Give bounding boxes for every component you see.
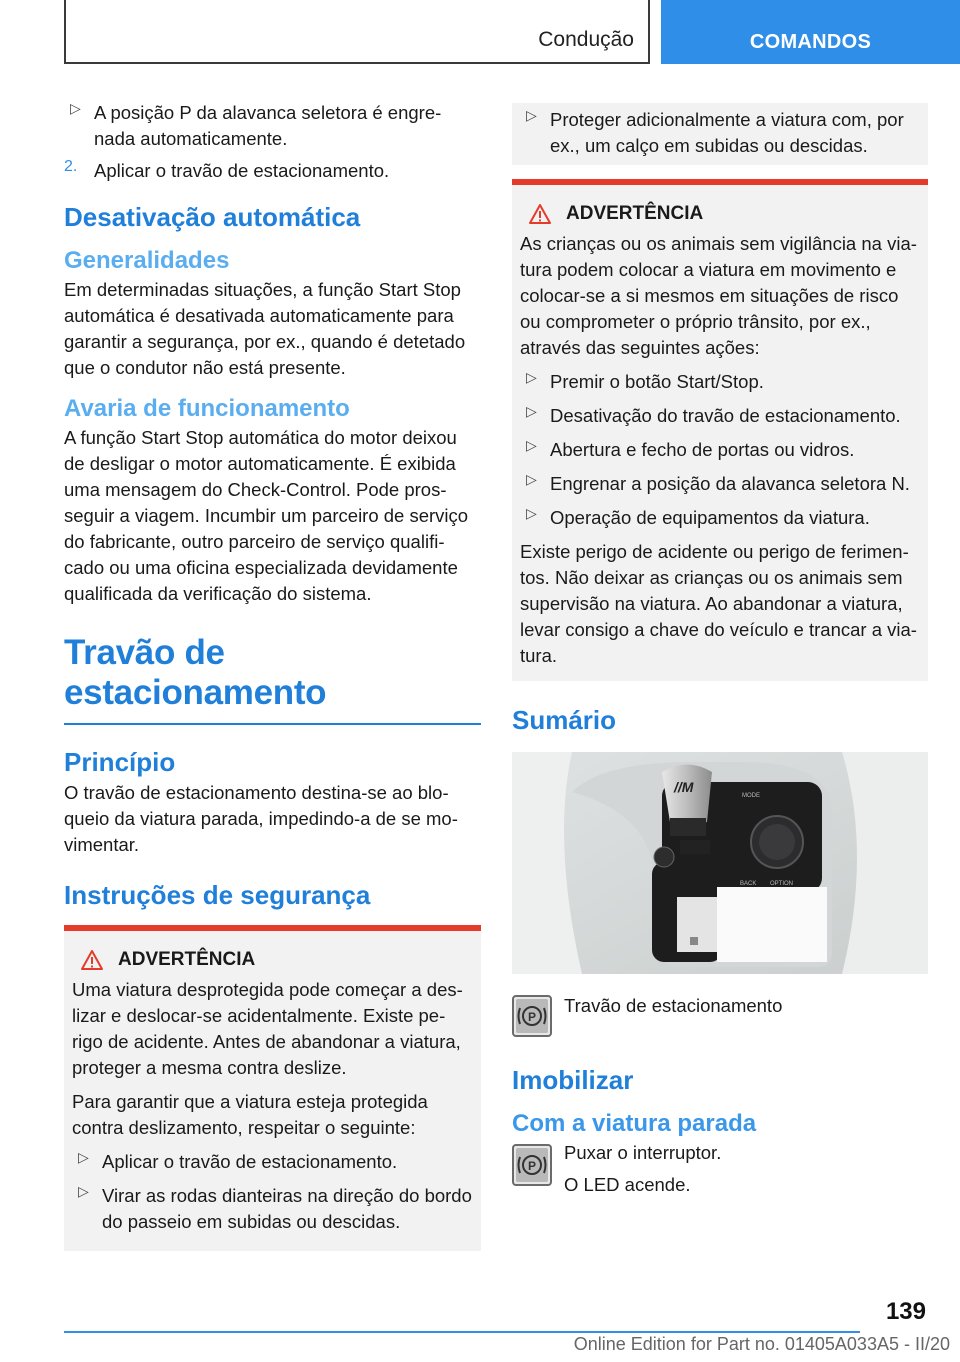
- page-number: 139: [885, 1298, 926, 1325]
- list-item: [520, 403, 920, 429]
- warning-title: [72, 949, 473, 971]
- photo-label: OPTION: [770, 881, 794, 887]
- bullet-triangle-icon: ▷: [78, 1183, 89, 1199]
- bullet-triangle-icon: ▷: [70, 100, 81, 116]
- caption-row: [512, 995, 928, 1037]
- header-tab[interactable]: [661, 0, 960, 64]
- header-tab-label: COMANDOS: [749, 31, 872, 53]
- list-item: [64, 100, 481, 152]
- paragraph-generalidades: Em determinadas situações, a função Start Stop automática é desativada automaticamente para garantir a segurança, por ex., quando é detetado que o condutor não está presente.: [64, 279, 466, 378]
- photo-label: BACK: [740, 881, 757, 887]
- warning-triangle-icon: [80, 949, 104, 971]
- warning-text: Para garantir que a viatura esteja protegida contra deslizamento, respeitar o seguinte:: [72, 1091, 428, 1138]
- bullet-triangle-icon: ▷: [526, 437, 537, 453]
- bullet-triangle-icon: ▷: [526, 403, 537, 419]
- footer-rule: [64, 1331, 860, 1333]
- list-item-text: Aplicar o travão de estacionamento.: [102, 1151, 398, 1172]
- continued-list-box: [512, 103, 928, 165]
- list-item-text: Operação de equipamentos da viatura.: [550, 507, 870, 528]
- instruction-row: [512, 1144, 928, 1198]
- center-console-photo: [512, 752, 928, 974]
- list-item-text: Engrenar a posição da alavanca seletora N.: [550, 473, 910, 494]
- heading-generalidades: Generalidades: [64, 247, 230, 274]
- heading-imobilizar: Imobilizar: [512, 1065, 634, 1095]
- bullet-triangle-icon: ▷: [526, 369, 537, 385]
- photo-label: MODE: [742, 793, 760, 799]
- list-item-text: Abertura e fecho de portas ou vidros.: [550, 439, 855, 460]
- bullet-triangle-icon: ▷: [526, 471, 537, 487]
- header-box: [64, 0, 650, 64]
- heading-instrucoes: Instruções de segurança: [64, 880, 371, 910]
- heading-desativacao: Desativação automática: [64, 202, 361, 232]
- warning-text: Uma viatura desprotegida pode começar a des-lizar e deslocar-se acidentalmente. Existe pe-rigo de acidente. Antes de abandonar a viatura, proteger a mesma contra deslize.: [72, 979, 463, 1078]
- warning-text: As crianças ou os animais sem vigilância na via-tura podem colocar a viatura em movimento e colocar-se a si mesmos em situações de risco ou comprometer o próprio trânsito, por ex., através das seguintes ações:: [520, 233, 917, 358]
- bullet-triangle-icon: ▷: [78, 1149, 89, 1165]
- warning-title-text: ADVERTÊNCIA: [566, 203, 704, 224]
- photo-caption: Travão de estacionamento: [564, 995, 783, 1016]
- chapter-title: Travão de estacionamento: [64, 633, 481, 725]
- step-number: 2.: [64, 158, 78, 175]
- list-item: [520, 471, 920, 497]
- list-item-text: Proteger adicionalmente a viatura com, por ex., um calço em subidas ou descidas.: [550, 109, 904, 156]
- warning-text: Existe perigo de acidente ou perigo de ferimen-tos. Não deixar as crianças ou os animais sem supervisão na viatura. Ao abandonar a viatura, levar consigo a chave do veículo e trancar a via-tura.: [520, 541, 917, 666]
- heading-sumario: Sumário: [512, 705, 617, 735]
- list-item-text: Premir o botão Start/Stop.: [550, 371, 764, 392]
- svg-text:P: P: [528, 1159, 537, 1173]
- heading-avaria: Avaria de funcionamento: [64, 395, 350, 422]
- instruction-text: [564, 1140, 721, 1198]
- heading-principio: Princípio: [64, 747, 176, 777]
- list-item: [520, 369, 920, 395]
- list-item-text: Desativação do travão de estacionamento.: [550, 405, 901, 426]
- list-item-text: Virar as rodas dianteiras na direção do bordo do passeio em subidas ou descidas.: [102, 1185, 472, 1232]
- edition-note: Online Edition for Part no. 01405A033A5 - II/20: [573, 1334, 950, 1354]
- right-column: [512, 103, 928, 1198]
- warning-box: [64, 925, 481, 1251]
- warning-title: [520, 203, 920, 225]
- step-text: Aplicar o travão de estacionamento.: [94, 160, 390, 181]
- parking-brake-icon: [512, 995, 552, 1037]
- warning-title-text: ADVERTÊNCIA: [118, 949, 256, 970]
- header-section-title: Condução: [538, 28, 634, 51]
- svg-text://M: //M: [674, 779, 694, 795]
- numbered-step: [64, 158, 481, 184]
- warning-triangle-icon: [528, 203, 552, 225]
- list-item-text: A posição P da alavanca seletora é engre-nada automaticamente.: [94, 102, 442, 149]
- list-item: [520, 437, 920, 463]
- warning-box: [512, 179, 928, 681]
- list-item: [520, 505, 920, 531]
- svg-text:P: P: [528, 1010, 537, 1024]
- instruction-step: Puxar o interruptor.: [564, 1142, 722, 1163]
- instruction-step: O LED acende.: [564, 1174, 691, 1195]
- bullet-triangle-icon: ▷: [526, 505, 537, 521]
- list-item: [72, 1149, 473, 1175]
- paragraph-avaria: A função Start Stop automática do motor deixou de desligar o motor automaticamente. É exibida uma mensagem do Check-Control. Pode pros-seguir a viagem. Incumbir um parceiro de serviço do fabricante, outro parceiro de serviço qualifi-cado ou uma oficina especializada devidamente qualificada da verificação do sistema.: [64, 427, 469, 604]
- list-item: [72, 1183, 473, 1235]
- paragraph-principio: O travão de estacionamento destina-se ao blo-queio da viatura parada, impedindo-a de se mo-vimentar.: [64, 782, 458, 855]
- bullet-triangle-icon: ▷: [526, 107, 537, 123]
- left-column: [64, 100, 481, 1251]
- parking-brake-icon: [512, 1144, 552, 1186]
- heading-com-viatura-parada: Com a viatura parada: [512, 1110, 757, 1137]
- list-item: [520, 107, 920, 159]
